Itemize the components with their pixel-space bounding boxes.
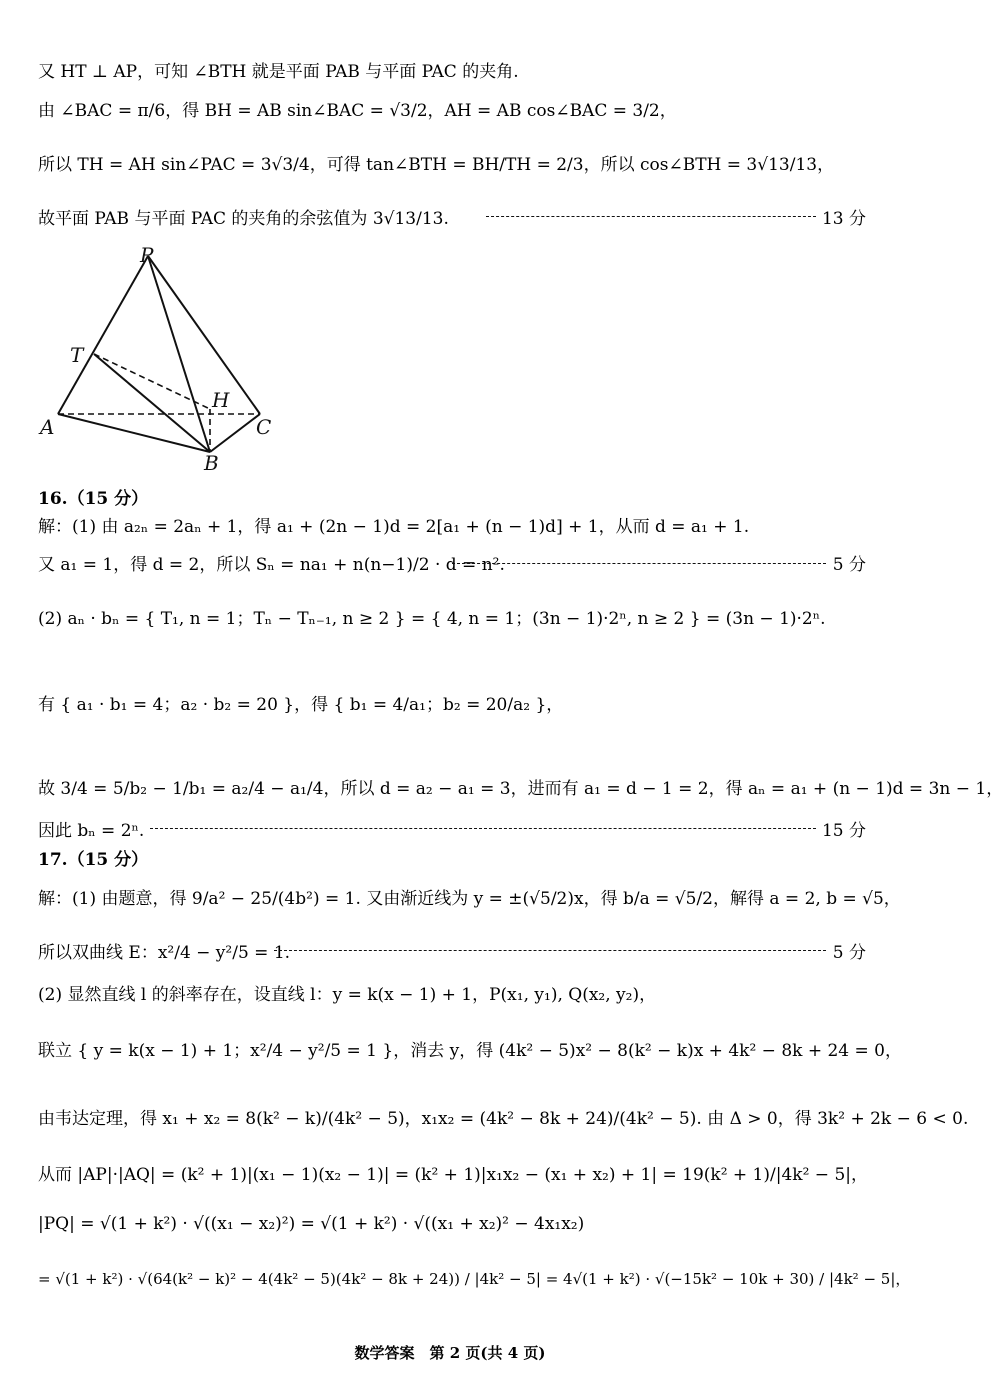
label-B: B <box>204 451 219 475</box>
edge-TH <box>94 354 210 409</box>
text-line: 又 a₁ = 1，得 d = 2，所以 Sₙ = na₁ + n(n−1)/2 · d = n². <box>38 555 505 575</box>
text-line: 有 { a₁ · b₁ = 4；a₂ · b₂ = 20 }，得 { b₁ = 4/a₁；b₂ = 20/a₂ }， <box>38 695 564 715</box>
text-line: 从而 |AP|·|AQ| = (k² + 1)|(x₁ − 1)(x₂ − 1)| = (k² + 1)|x₁x₂ − (x₁ + x₂) + 1| = 19(k² + 1)/|4k² − 5|， <box>38 1165 868 1185</box>
edge-PC <box>148 256 260 414</box>
text-line: |PQ| = √(1 + k²) · √((x₁ − x₂)²) = √(1 + k²) · √((x₁ + x₂)² − 4x₁x₂) <box>38 1214 585 1234</box>
label-T: T <box>70 343 84 367</box>
text-line: = √(1 + k²) · √(64(k² − k)² − 4(4k² − 5)(4k² − 8k + 24)) / |4k² − 5| = 4√(1 + k²) · √(−15k² − 10k + 30) / |4k² − 5|， <box>38 1270 911 1288</box>
edge-CB <box>210 414 260 452</box>
text-line: 由 ∠BAC = π/6，得 BH = AB sin∠BAC = √3/2，AH = AB cos∠BAC = 3/2， <box>38 101 677 121</box>
score-label: 5 分 <box>832 555 866 575</box>
question-17-header: 17.（15 分） <box>38 850 149 870</box>
text-line: 由韦达定理，得 x₁ + x₂ = 8(k² − k)/(4k² − 5)，x₁x₂ = (4k² − 8k + 24)/(4k² − 5). 由 Δ > 0，得 3k² + 2k − 6 < 0. <box>38 1109 969 1129</box>
page-footer: 数学答案 第 2 页(共 4 页) <box>354 1344 546 1362</box>
score-label: 15 分 <box>821 821 866 841</box>
edge-PB <box>148 256 210 452</box>
label-P: P <box>140 243 154 267</box>
label-A: A <box>40 415 55 439</box>
text-line: 所以 TH = AH sin∠PAC = 3√3/4，可得 tan∠BTH = BH/TH = 2/3，所以 cos∠BTH = 3√13/13， <box>38 155 835 175</box>
score-label: 5 分 <box>832 943 866 963</box>
text-line: 解：(1) 由 a₂ₙ = 2aₙ + 1，得 a₁ + (2n − 1)d = 2[a₁ + (n − 1)d] + 1，从而 d = a₁ + 1. <box>38 517 750 537</box>
text-line: (2) aₙ · bₙ = { T₁, n = 1；Tₙ − Tₙ₋₁, n ≥ 2 } = { 4, n = 1；(3n − 1)·2ⁿ, n ≥ 2 } = (3n − 1)·2ⁿ. <box>38 609 826 629</box>
edge-PA <box>58 256 148 414</box>
score-leader <box>486 216 816 217</box>
geometry-figure <box>34 244 294 479</box>
text-line: 所以双曲线 E：x²/4 − y²/5 = 1. <box>38 943 291 963</box>
score-leader <box>274 950 826 951</box>
question-16-header: 16.（15 分） <box>38 489 149 509</box>
text-line: 联立 { y = k(x − 1) + 1；x²/4 − y²/5 = 1 }，消去 y，得 (4k² − 5)x² − 8(k² − k)x + 4k² − 8k + 24 = 0， <box>38 1041 902 1061</box>
text-line: (2) 显然直线 l 的斜率存在，设直线 l：y = k(x − 1) + 1，P(x₁, y₁), Q(x₂, y₂)， <box>38 985 657 1005</box>
score-leader <box>452 563 826 564</box>
text-line: 又 HT ⊥ AP，可知 ∠BTH 就是平面 PAB 与平面 PAC 的夹角. <box>38 62 519 82</box>
label-C: C <box>256 415 272 439</box>
score-label: 13 分 <box>821 209 866 229</box>
score-leader <box>150 828 816 829</box>
label-H: H <box>212 388 230 412</box>
text-line: 解：(1) 由题意，得 9/a² − 25/(4b²) = 1. 又由渐近线为 y = ±(√5/2)x，得 b/a = √5/2，解得 a = 2, b = √5， <box>38 889 901 909</box>
text-line: 故 3/4 = 5/b₂ − 1/b₁ = a₂/4 − a₁/4，所以 d = a₂ − a₁ = 3，进而有 a₁ = d − 1 = 2，得 aₙ = a₁ + (n − 1)d = 3n − 1， <box>38 779 1003 799</box>
text-line: 因此 bₙ = 2ⁿ. <box>38 821 145 841</box>
text-line: 故平面 PAB 与平面 PAC 的夹角的余弦值为 3√13/13. <box>38 209 449 229</box>
